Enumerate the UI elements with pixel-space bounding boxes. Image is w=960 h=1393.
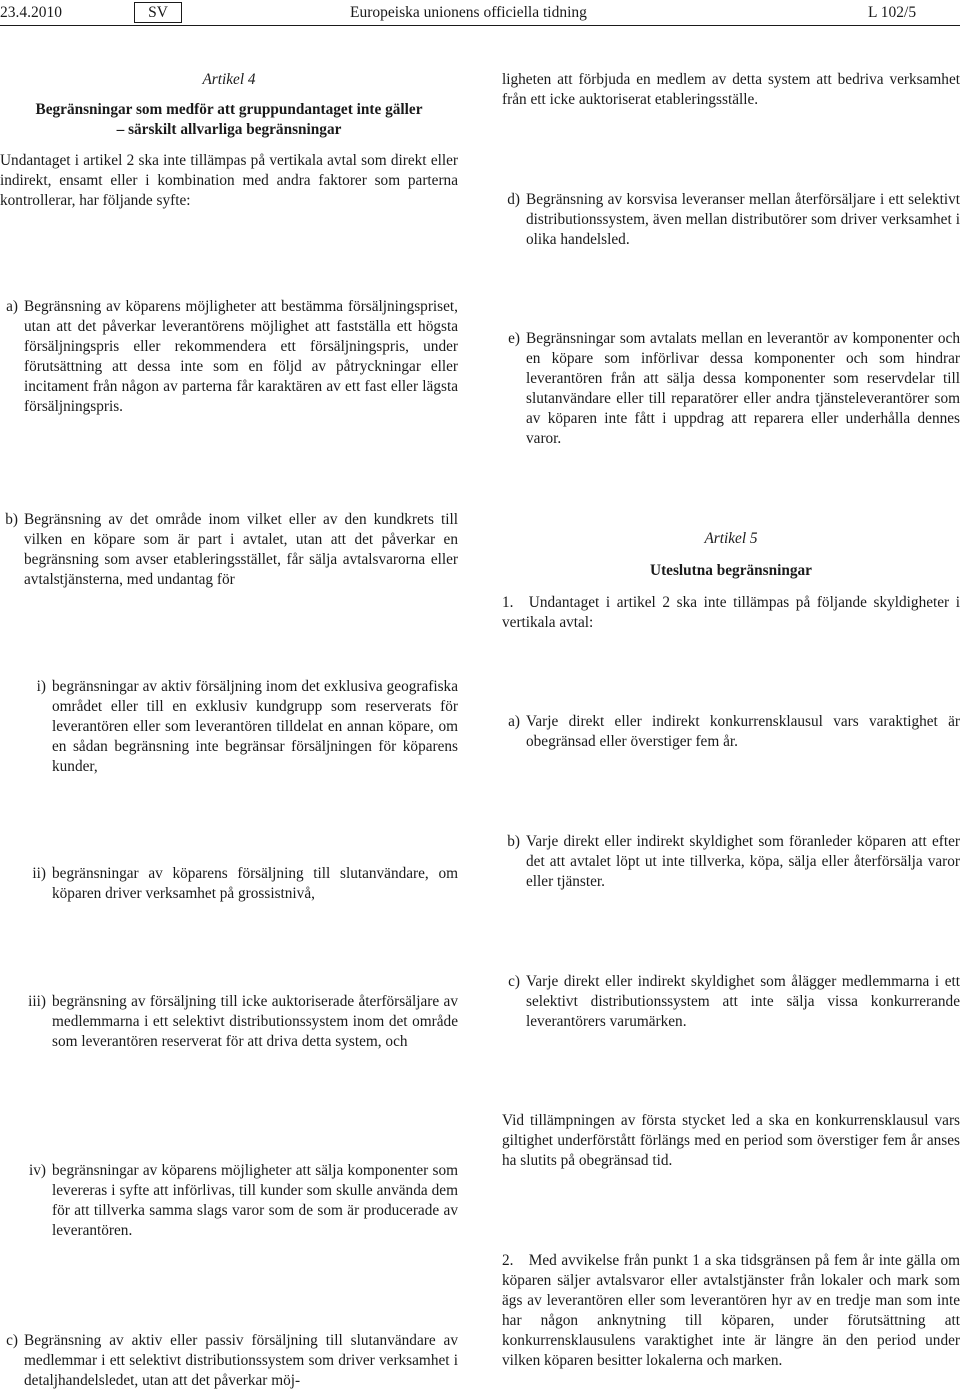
right-item-a: [502, 712, 960, 752]
left-subitem-iv: [29, 1161, 458, 1241]
item-text: Varje direkt eller indirekt konkurrensklausul vars varaktighet är obegränsad eller överstiger fem år.: [526, 713, 960, 750]
item-label: b): [5, 511, 18, 528]
left-item-c: [0, 1331, 458, 1391]
item-label: b): [507, 833, 520, 850]
article-4-heading-line-1: Begränsningar som medför att gruppundantaget inte gäller: [35, 101, 423, 118]
item-text: Begränsning av det område inom vilket eller av den kundkrets till vilken en köpare som är part i avtalet, utan att det påverkar en begränsning som avser etableringsstället, får sälja avtalsvarorna eller avtalstjänsterna, med undantag för: [24, 511, 458, 588]
article-5-paragraph-vid: Vid tillämpningen av första stycket led a ska en konkurrensklausul vars giltighet underförstått förlängs med en period som överstiger fem år anses ha slutits på obegränsad tid.: [502, 1112, 960, 1169]
item-text: Varje direkt eller indirekt skyldighet som föranleder köparen att efter det att avtalet löpt ut inte tillverka, köpa, sälja eller återförsälja varor eller tjänster.: [526, 833, 960, 890]
item-label: a): [508, 713, 520, 730]
item-label: iv): [29, 1162, 46, 1179]
item-label: d): [507, 191, 520, 208]
article-5-paragraph-2: 2. Med avvikelse från punkt 1 a ska tidsgränsen på fem år inte gälla om köparen säljer avtalsvaror eller avtalstjänster från lokaler och mark som ägs av leverantören eller som leverantören hyr av en tredje man som inte har någon anknytning till köparen, under förutsättning att konkurrensklausulens varaktighet inte är längre än den period under vilken köparen besitter lokalerna och marken.: [502, 1252, 960, 1369]
left-subitem-iii: [28, 992, 458, 1052]
article-5-heading: Uteslutna begränsningar: [650, 562, 812, 579]
item-label: a): [6, 298, 18, 315]
header-date: 23.4.2010: [0, 4, 62, 21]
journal-title: Europeiska unionens officiella tidning: [350, 4, 587, 21]
article-4-intro: Undantaget i artikel 2 ska inte tillämpas på vertikala avtal som direkt eller indirekt, ensamt eller i kombination med andra faktorer som parterna kontrollerar, har följande syfte:: [0, 152, 458, 209]
left-subitem-i: [36, 677, 458, 777]
page-number: L 102/5: [868, 4, 917, 21]
item-label: e): [508, 330, 520, 347]
right-continuation: ligheten att förbjuda en medlem av detta system att bedriva verksamhet från ett icke auktoriserat etableringsställe.: [502, 71, 960, 108]
item-text: begränsningar av köparens möjligheter att sälja komponenter som levereras i syfte att införlivas, till kunder som skulle använda dem för att tillverka samma slags varor som de som är producerade av leverantören.: [52, 1162, 458, 1239]
right-item-e: [502, 329, 960, 449]
item-text: Begränsning av köparens möjligheter att bestämma försäljningspriset, utan att det påverkar leverantörens möjlighet att fastställa ett högsta försäljningspris eller rekommendera ett försäljningspris, under förutsättning att dessa inte som en följd av påtryckningar eller incitament från någon av parterna får karaktären av ett fast eller lägsta försäljningspris.: [24, 298, 458, 415]
item-label: i): [36, 678, 46, 695]
item-text: Varje direkt eller indirekt skyldighet som ålägger medlemmarna i ett selektivt distributionssystem att inte sälja vissa konkurrerande leverantörers varumärken.: [526, 973, 960, 1030]
right-item-c: [502, 972, 960, 1032]
item-label: ii): [32, 865, 46, 882]
item-text: Begränsning av korsvisa leveranser mellan återförsäljare i ett selektivt distributionssystem, även mellan distributörer som driver verksamhet i olika handelsled.: [526, 191, 960, 248]
article-5-title: Artikel 5: [704, 530, 758, 547]
item-text: begränsningar av köparens försäljning till slutanvändare, om köparen driver verksamhet på grossistnivå,: [52, 865, 458, 902]
item-text: Begränsningar som avtalats mellan en leverantör av komponenter och en köpare som införlivar dessa komponenter och som hindrar leverantören från att sälja dessa komponenter som reservdelar till slutanvändare eller till reparatörer eller andra tjänsteleverantörer som av köparen inte fått i uppdrag att reparera eller underhålla dennes varor.: [526, 330, 960, 447]
right-item-b: [502, 832, 960, 892]
article-4-heading-line-2: – särskilt allvarliga begränsningar: [116, 121, 342, 138]
item-text: begränsning av försäljning till icke auktoriserade återförsäljare av medlemmarna i ett selektivt distributionssystem inom det område som leverantören reserverat för att driva detta system, och: [52, 993, 458, 1050]
right-item-d: [502, 190, 960, 250]
item-label: c): [508, 973, 520, 990]
left-item-b: [0, 510, 458, 590]
language-badge: SV: [134, 2, 182, 23]
item-label: c): [6, 1332, 18, 1349]
left-subitem-ii: [32, 864, 458, 904]
left-item-a: [0, 297, 458, 417]
article-5-paragraph-1: 1. Undantaget i artikel 2 ska inte tillämpas på följande skyldigheter i vertikala avtal:: [502, 594, 960, 631]
header-rule: [0, 25, 960, 26]
item-label: iii): [28, 993, 46, 1010]
article-4-title: Artikel 4: [202, 71, 256, 88]
item-text: Begränsning av aktiv eller passiv försäljning till slutanvändare av medlemmar i ett selektivt distributionssystem som driver verksamhet i detaljhandelsledet, utan att det påverkar möj-: [24, 1332, 458, 1389]
item-text: begränsningar av aktiv försäljning inom det exklusiva geografiska området eller till en exklusiv kundgrupp som reserverats för leverantören eller som leverantören tilldelat en annan köpare, om en sådan begränsning inte begränsar försäljningen för köparens kunder,: [52, 678, 458, 775]
